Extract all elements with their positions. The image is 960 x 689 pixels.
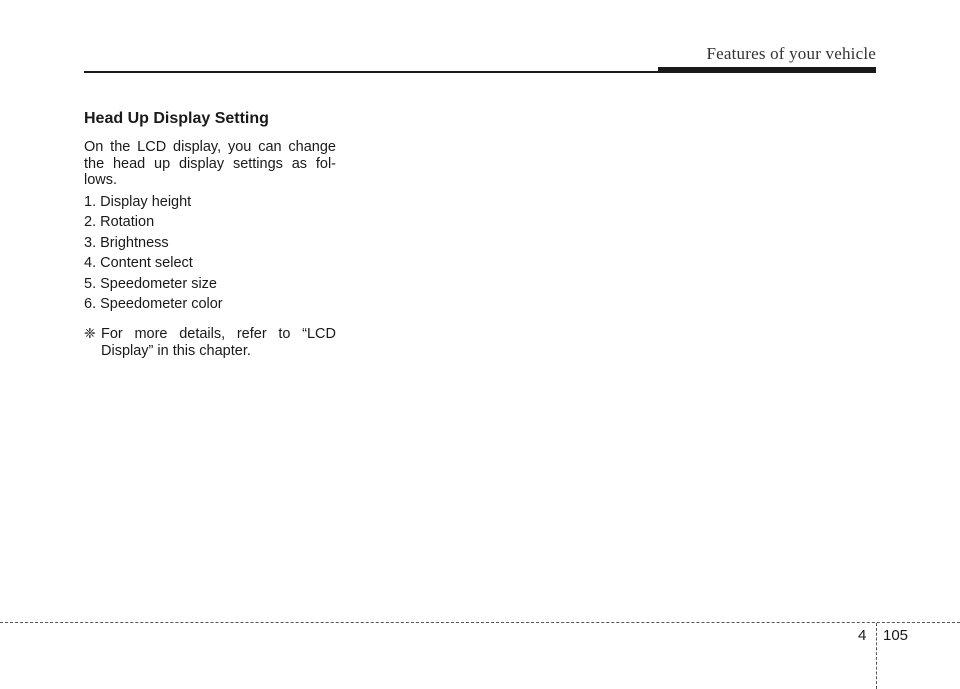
section-content — [84, 110, 336, 359]
page-number: 105 — [883, 627, 909, 644]
list-item: 6. Speedometer color — [84, 296, 223, 313]
settings-list — [84, 194, 336, 314]
list-item: 4. Content select — [84, 255, 193, 272]
chapter-title: Features of your vehicle — [706, 44, 876, 63]
list-item: 1. Display height — [84, 193, 192, 210]
list-item: 3. Brightness — [84, 234, 169, 251]
chapter-number: 4 — [858, 627, 867, 644]
list-item: 2. Rotation — [84, 214, 155, 231]
list-item: 5. Speedometer size — [84, 275, 217, 292]
note — [84, 326, 336, 359]
note-symbol-icon: ❈ — [84, 326, 96, 343]
section-heading: Head Up Display Setting — [84, 110, 269, 127]
intro-paragraph: On the LCD display, you can change the head up display settings as fol-lows. — [84, 139, 336, 188]
header-rule-accent — [658, 67, 876, 73]
note-text: For more details, refer to “LCD Display” in this chapter. — [101, 326, 336, 359]
footer-divider — [0, 622, 960, 623]
footer-page-divider — [876, 623, 877, 689]
